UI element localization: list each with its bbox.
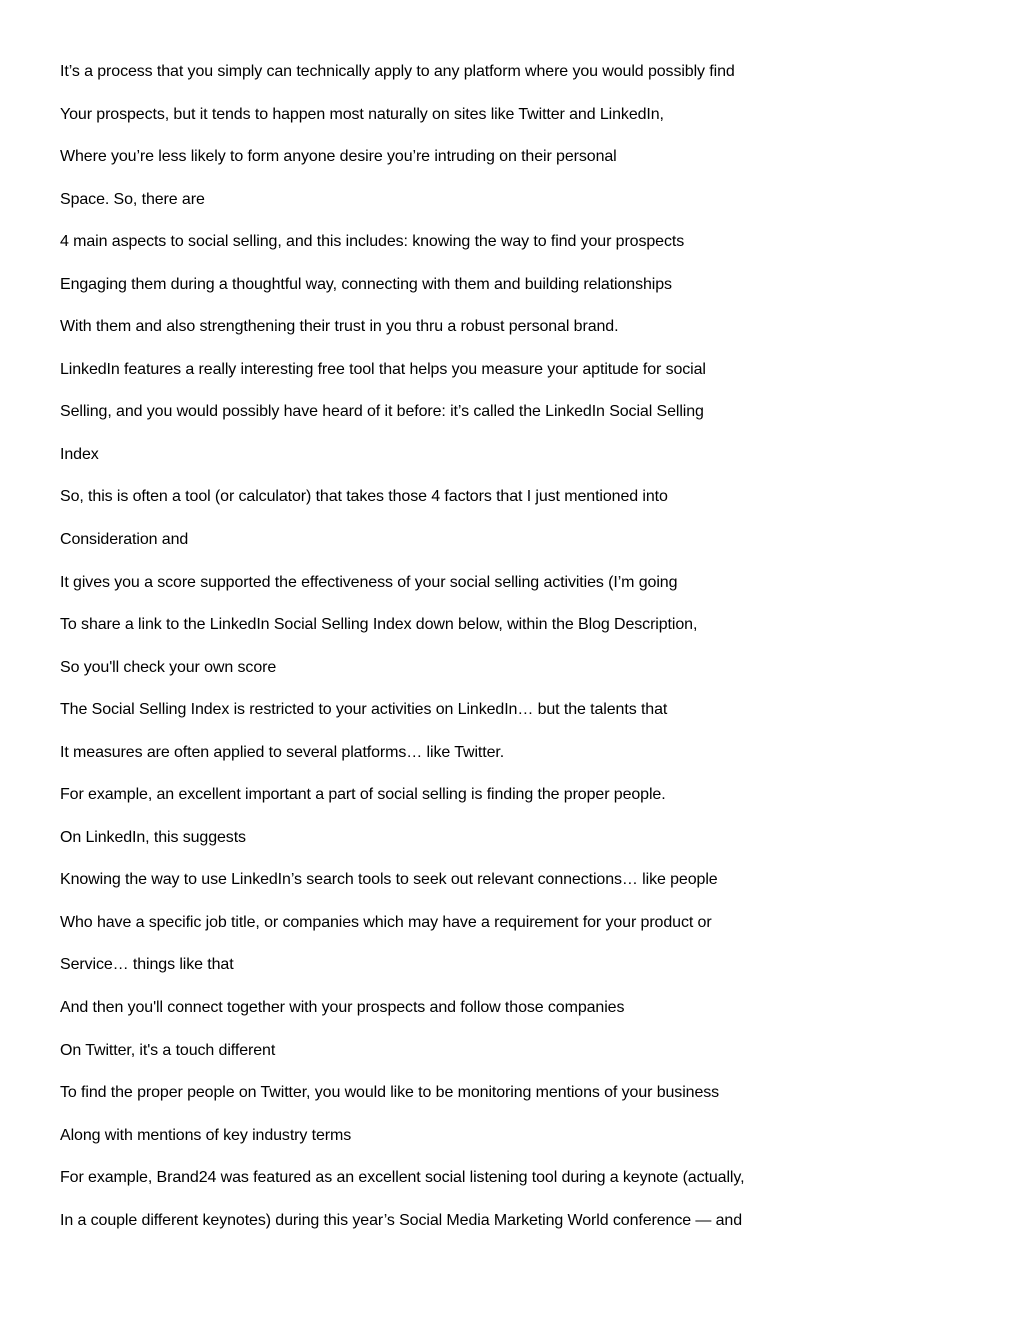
text-line: To share a link to the LinkedIn Social Selling Index down below, within the Blog Description,: [60, 616, 698, 634]
text-line: So you'll check your own score: [60, 658, 277, 676]
text-line: In a couple different keynotes) during this year’s Social Media Marketing World conference — and: [60, 1211, 743, 1229]
text-line: Along with mentions of key industry terms: [60, 1126, 352, 1144]
text-line: Who have a specific job title, or companies which may have a requirement for your product or: [60, 913, 712, 931]
text-line: On Twitter, it's a touch different: [60, 1041, 276, 1059]
text-line: Knowing the way to use LinkedIn’s search tools to seek out relevant connections… like people: [60, 871, 718, 889]
text-line: Where you’re less likely to form anyone desire you’re intruding on their personal: [60, 148, 617, 166]
text-line: 4 main aspects to social selling, and this includes: knowing the way to find your prospects: [60, 233, 685, 251]
text-line: Service… things like that: [60, 956, 234, 974]
text-line: With them and also strengthening their trust in you thru a robust personal brand.: [60, 318, 619, 336]
text-line: Index: [60, 445, 99, 463]
text-line: And then you'll connect together with your prospects and follow those companies: [60, 999, 625, 1017]
text-line: The Social Selling Index is restricted to your activities on LinkedIn… but the talents that: [60, 701, 668, 719]
text-line: To find the proper people on Twitter, you would like to be monitoring mentions of your business: [60, 1084, 720, 1102]
text-line: Consideration and: [60, 531, 189, 549]
document-body: [60, 61, 980, 1252]
text-line: Space. So, there are: [60, 190, 205, 208]
text-line: For example, Brand24 was featured as an excellent social listening tool during a keynote (actually,: [60, 1169, 745, 1187]
text-line: On LinkedIn, this suggests: [60, 828, 246, 846]
text-line: So, this is often a tool (or calculator) that takes those 4 factors that I just mentioned into: [60, 488, 668, 506]
text-line: It gives you a score supported the effectiveness of your social selling activities (I’m going: [60, 573, 678, 591]
text-line: It’s a process that you simply can technically apply to any platform where you would possibly find: [60, 63, 735, 80]
text-line: Your prospects, but it tends to happen most naturally on sites like Twitter and LinkedIn,: [60, 105, 664, 123]
text-line: For example, an excellent important a part of social selling is finding the proper people.: [60, 786, 666, 804]
text-line: LinkedIn features a really interesting free tool that helps you measure your aptitude for social: [60, 360, 706, 378]
text-line: Engaging them during a thoughtful way, connecting with them and building relationships: [60, 275, 672, 293]
text-line: Selling, and you would possibly have heard of it before: it’s called the LinkedIn Social Selling: [60, 403, 704, 421]
text-line: It measures are often applied to several platforms… like Twitter.: [60, 743, 505, 761]
